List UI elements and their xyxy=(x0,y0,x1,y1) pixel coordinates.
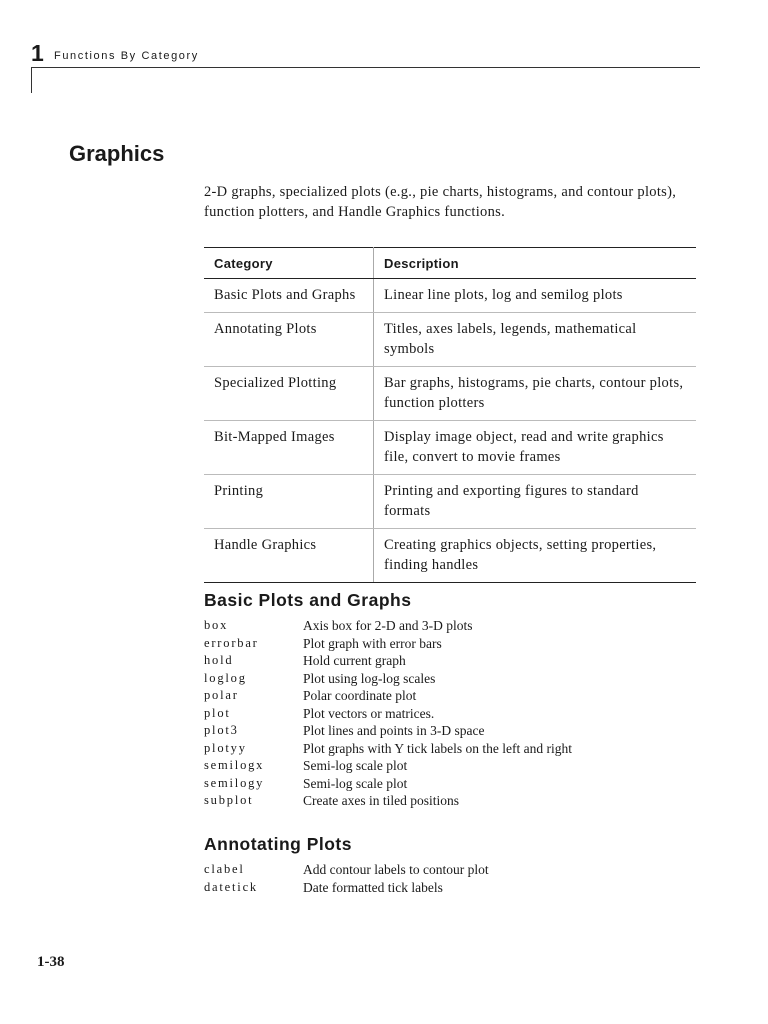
function-name: polar xyxy=(204,688,239,702)
description-cell: Bar graphs, histograms, pie charts, contour plots, function plotters xyxy=(374,367,697,421)
basic-plots-heading: Basic Plots and Graphs xyxy=(204,590,412,610)
list-item xyxy=(204,879,704,897)
function-description: Create axes in tiled positions xyxy=(303,793,459,808)
description-cell: Titles, axes labels, legends, mathematical symbols xyxy=(374,313,697,367)
list-item xyxy=(204,705,704,723)
column-header-description: Description xyxy=(374,248,697,279)
function-name: hold xyxy=(204,653,234,667)
list-item xyxy=(204,670,704,688)
section-title: Graphics xyxy=(69,141,165,166)
category-table xyxy=(204,247,696,583)
header-rule xyxy=(31,67,700,68)
function-description: Polar coordinate plot xyxy=(303,688,417,703)
function-name: plotyy xyxy=(204,740,247,755)
list-item xyxy=(204,722,704,740)
function-description: Axis box for 2-D and 3-D plots xyxy=(303,618,473,633)
column-header-category: Category xyxy=(204,248,374,279)
category-cell: Bit-Mapped Images xyxy=(204,421,374,475)
function-description: Plot lines and points in 3-D space xyxy=(303,723,485,738)
list-item xyxy=(204,861,704,879)
function-name: datetick xyxy=(204,879,258,894)
function-name: plot3 xyxy=(204,723,239,737)
list-item xyxy=(204,687,704,705)
function-description: Plot using log-log scales xyxy=(303,670,436,686)
function-description: Add contour labels to contour plot xyxy=(303,862,489,877)
intro-paragraph: 2-D graphs, specialized plots (e.g., pie charts, histograms, and contour plots), function plotters, and Handle Graphics functions. xyxy=(204,184,677,220)
function-description: Plot graph with error bars xyxy=(303,635,442,651)
page-number: 1-38 xyxy=(37,954,65,970)
function-name: semilogy xyxy=(204,775,265,790)
function-description: Semi-log scale plot xyxy=(303,758,408,773)
function-name: loglog xyxy=(204,670,247,685)
table-row xyxy=(204,279,696,313)
list-item xyxy=(204,740,704,758)
function-name: clabel xyxy=(204,862,245,876)
table-row xyxy=(204,529,696,583)
description-cell: Printing and exporting figures to standard formats xyxy=(374,475,697,529)
list-item xyxy=(204,617,704,635)
function-description: Plot vectors or matrices. xyxy=(303,705,435,721)
table-row xyxy=(204,421,696,475)
function-description: Hold current graph xyxy=(303,653,406,668)
description-cell: Creating graphics objects, setting properties, finding handles xyxy=(374,529,697,583)
function-description: Semi-log scale plot xyxy=(303,775,408,791)
function-name: box xyxy=(204,618,229,632)
annotating-plots-list xyxy=(204,861,704,896)
list-item xyxy=(204,775,704,793)
function-name: semilogx xyxy=(204,758,265,772)
annotating-plots-heading: Annotating Plots xyxy=(204,834,352,854)
table-row xyxy=(204,475,696,529)
header-tick xyxy=(31,67,32,93)
basic-plots-list xyxy=(204,617,704,810)
list-item xyxy=(204,652,704,670)
function-description: Date formatted tick labels xyxy=(303,879,443,895)
function-name: errorbar xyxy=(204,635,259,650)
description-cell: Linear line plots, log and semilog plots xyxy=(374,279,697,313)
list-item xyxy=(204,792,704,810)
function-name: subplot xyxy=(204,793,254,807)
category-cell: Handle Graphics xyxy=(204,529,374,583)
description-cell: Display image object, read and write graphics file, convert to movie frames xyxy=(374,421,697,475)
table-row xyxy=(204,367,696,421)
table-row xyxy=(204,313,696,367)
chapter-number: 1 xyxy=(31,40,44,66)
table-header-row xyxy=(204,248,696,279)
category-cell: Basic Plots and Graphs xyxy=(204,279,374,313)
function-description: Plot graphs with Y tick labels on the left and right xyxy=(303,740,572,756)
list-item xyxy=(204,635,704,653)
category-cell: Printing xyxy=(204,475,374,529)
function-name: plot xyxy=(204,705,231,720)
chapter-title: Functions By Category xyxy=(54,50,199,62)
category-cell: Annotating Plots xyxy=(204,313,374,367)
list-item xyxy=(204,757,704,775)
category-cell: Specialized Plotting xyxy=(204,367,374,421)
